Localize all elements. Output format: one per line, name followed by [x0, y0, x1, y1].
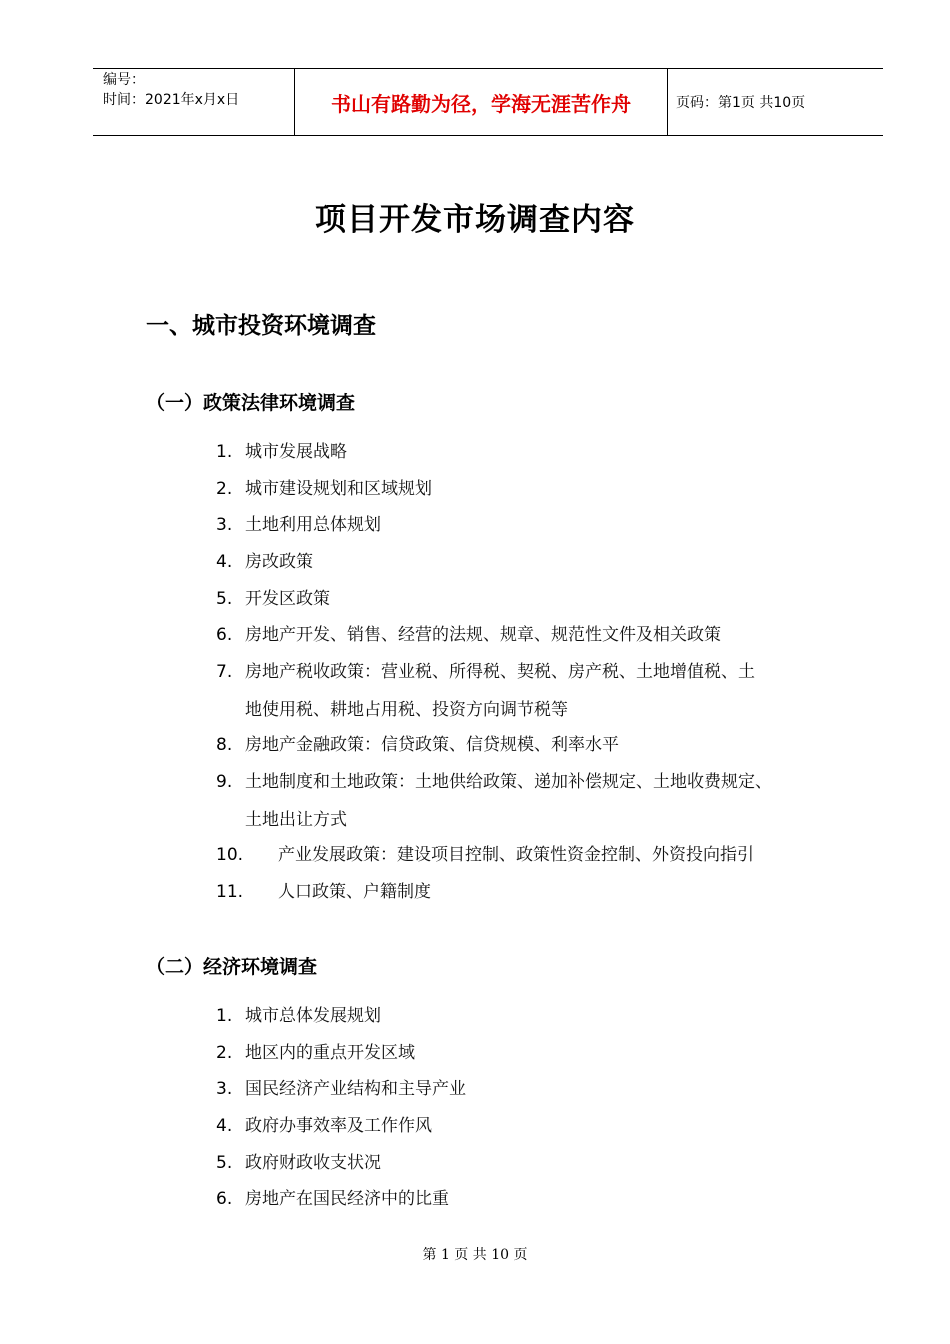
list-item-text: 城市发展战略 — [245, 442, 347, 462]
section-heading: 一、城市投资环境调查 — [146, 313, 376, 339]
list-item-number: 1. — [216, 1006, 233, 1026]
list-item-number: 3. — [216, 1079, 233, 1099]
list-item-text: 房地产开发、销售、经营的法规、规章、规范性文件及相关政策 — [245, 625, 721, 645]
list-item-text: 房地产在国民经济中的比重 — [245, 1189, 449, 1209]
header-meta-cell — [93, 69, 295, 135]
list-item-number: 2. — [216, 1043, 233, 1063]
list-item-text: 房改政策 — [245, 552, 313, 572]
list-item-number: 1. — [216, 442, 233, 462]
list-item-continuation: 土地出让方式 — [245, 810, 347, 830]
list-item-text: 房地产税收政策：营业税、所得税、契税、房产税、土地增值税、土 — [245, 662, 755, 682]
list-item-text: 土地利用总体规划 — [245, 515, 381, 535]
page-footer: 第 1 页 共 10 页 — [422, 1247, 528, 1263]
subsection-heading-1: （一）政策法律环境调查 — [146, 392, 356, 414]
list-item-number: 6. — [216, 1189, 233, 1209]
header-motto: 书山有路勤为径，学海无涯苦作舟 — [331, 92, 631, 116]
list-item-text: 政府办事效率及工作作风 — [245, 1116, 432, 1136]
list-item-number: 6. — [216, 625, 233, 645]
list-item-number: 5. — [216, 1153, 233, 1173]
list-item-text: 人口政策、户籍制度 — [278, 882, 431, 902]
list-item-text: 城市建设规划和区域规划 — [245, 479, 432, 499]
list-item-number: 4. — [216, 1116, 233, 1136]
list-item-text: 土地制度和土地政策：土地供给政策、递加补偿规定、土地收费规定、 — [245, 772, 772, 792]
list-item-number: 5. — [216, 589, 233, 609]
header-motto-cell — [295, 69, 668, 135]
header-code-label: 编号： — [103, 72, 145, 88]
list-item-number: 8. — [216, 735, 233, 755]
list-item-text: 国民经济产业结构和主导产业 — [245, 1079, 466, 1099]
list-item-text: 政府财政收支状况 — [245, 1153, 381, 1173]
list-item-number: 10. — [216, 845, 244, 865]
list-item-number: 4. — [216, 552, 233, 572]
page-header — [93, 68, 883, 136]
header-page-number: 页码：第1页 共10页 — [676, 95, 806, 111]
subsection-heading-2: （二）经济环境调查 — [146, 956, 318, 978]
list-item-continuation: 地使用税、耕地占用税、投资方向调节税等 — [245, 700, 568, 720]
list-item-text: 城市总体发展规划 — [245, 1006, 381, 1026]
list-item-text: 产业发展政策：建设项目控制、政策性资金控制、外资投向指引 — [278, 845, 754, 865]
list-item-number: 11. — [216, 882, 244, 902]
list-item-text: 开发区政策 — [245, 589, 330, 609]
list-item-number: 3. — [216, 515, 233, 535]
list-item-number: 9. — [216, 772, 233, 792]
header-time: 时间：2021年x月x日 — [103, 92, 240, 108]
list-item-number: 2. — [216, 479, 233, 499]
header-page-cell — [668, 69, 883, 135]
list-item-text: 地区内的重点开发区域 — [245, 1043, 415, 1063]
document-title: 项目开发市场调查内容 — [315, 202, 635, 238]
list-item-number: 7. — [216, 662, 233, 682]
list-item-text: 房地产金融政策：信贷政策、信贷规模、利率水平 — [245, 735, 619, 755]
